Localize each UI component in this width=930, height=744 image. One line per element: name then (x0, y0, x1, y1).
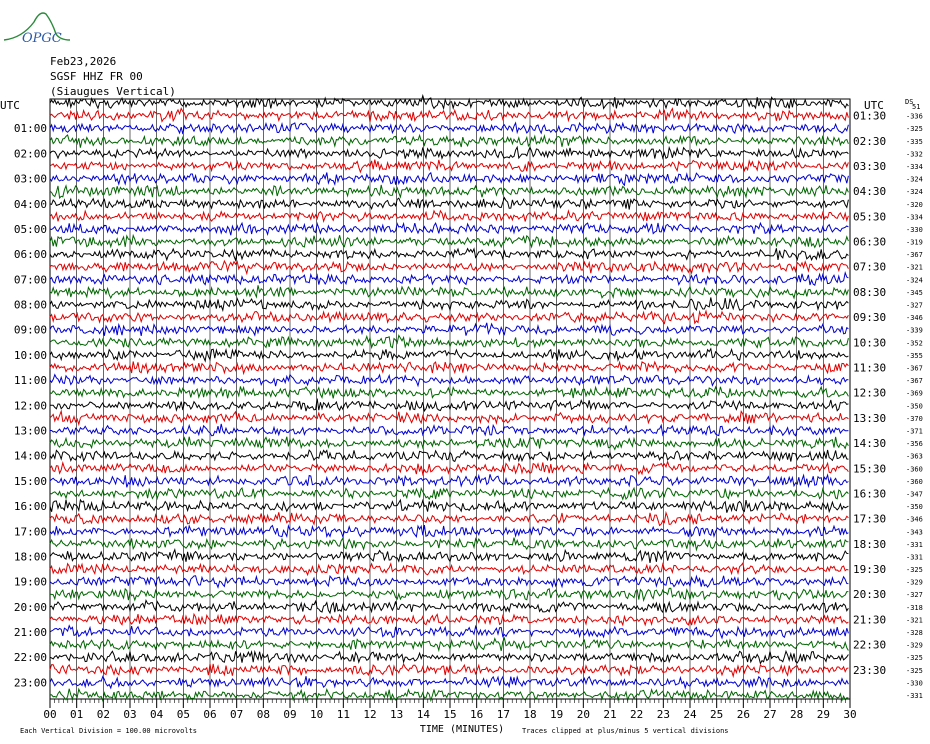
x-tick-label: 29 (816, 708, 830, 721)
seismic-trace (50, 550, 848, 563)
hour-label-right: 05:30 (853, 210, 887, 224)
ds-sublabel: 51 (912, 103, 921, 111)
hour-label-left: 23:00 (13, 676, 47, 690)
seismic-trace (50, 638, 848, 651)
seismic-trace (50, 424, 848, 436)
ds-value: -347 (906, 490, 923, 499)
ds-value: -335 (906, 137, 923, 146)
ds-value: -325 (906, 566, 923, 575)
ds-value: -334 (906, 162, 923, 171)
hour-label-right: 22:30 (853, 638, 887, 652)
x-tick-label: 20 (576, 708, 590, 721)
ds-value: -336 (906, 112, 923, 121)
x-tick-label: 18 (523, 708, 537, 721)
ds-value: -370 (906, 414, 923, 423)
x-tick-label: 24 (683, 708, 697, 721)
ds-value: -360 (906, 465, 923, 474)
ds-value: -345 (906, 288, 923, 297)
hour-label-right: 13:30 (853, 411, 887, 425)
x-tick-label: 30 (843, 708, 857, 721)
x-tick-label: 17 (496, 708, 510, 721)
hour-label-right: 21:30 (853, 613, 887, 627)
hour-label-right: 23:30 (853, 663, 887, 677)
seismic-trace (50, 437, 848, 450)
ds-value: -330 (906, 679, 923, 688)
ds-value: -325 (906, 666, 923, 675)
hour-label-right: 12:30 (853, 386, 887, 400)
ds-label: DS (905, 98, 914, 106)
ds-value: -346 (906, 314, 923, 323)
seismic-trace (50, 576, 848, 588)
hour-label-right: 04:30 (853, 185, 887, 199)
x-tick-label: 14 (416, 708, 430, 721)
seismic-trace (50, 538, 848, 550)
hour-label-right: 18:30 (853, 537, 887, 551)
hour-label-left: 05:00 (13, 222, 47, 236)
hour-label-left: 21:00 (13, 626, 47, 640)
hour-label-right: 08:30 (853, 285, 887, 299)
seismic-trace (50, 375, 848, 386)
hour-label-left: 16:00 (13, 500, 47, 514)
ds-value: -355 (906, 351, 923, 360)
seismic-trace (50, 261, 848, 273)
seismic-trace (50, 349, 848, 361)
hour-label-left: 15:00 (13, 474, 47, 488)
hour-label-right: 20:30 (853, 588, 887, 602)
x-tick-label: 28 (790, 708, 804, 721)
seismic-trace (50, 298, 848, 311)
ds-value: -327 (906, 591, 923, 600)
x-tick-label: 07 (230, 708, 244, 721)
ds-value: -325 (906, 654, 923, 663)
ds-value: -350 (906, 503, 923, 512)
x-tick-label: 22 (630, 708, 644, 721)
seismic-trace (50, 273, 848, 285)
ds-value: -367 (906, 251, 923, 260)
hour-label-right: 09:30 (853, 311, 887, 325)
hour-label-left: 04:00 (13, 197, 47, 211)
hour-label-left: 11:00 (13, 374, 47, 388)
location-label: (Siaugues Vertical) (50, 85, 176, 98)
x-tick-label: 00 (43, 708, 57, 721)
ds-value: -334 (906, 213, 923, 222)
seismic-trace (50, 311, 848, 323)
seismic-trace (50, 462, 848, 475)
seismic-trace (50, 160, 848, 172)
logo-text: OPGC (22, 31, 62, 46)
x-tick-label: 03 (123, 708, 137, 721)
seismic-trace (50, 600, 848, 613)
x-tick-label: 06 (203, 708, 217, 721)
ds-value: -331 (906, 553, 923, 562)
ds-value: -339 (906, 326, 923, 335)
ds-value: -320 (906, 200, 923, 209)
ds-value: -330 (906, 225, 923, 234)
x-axis-title: TIME (MINUTES) (419, 724, 505, 735)
seismic-trace (50, 248, 848, 260)
seismic-trace (50, 676, 848, 688)
ds-value: -369 (906, 389, 923, 398)
ds-value: -329 (906, 641, 923, 650)
seismic-trace (50, 474, 848, 487)
seismic-trace (50, 323, 848, 336)
hour-label-right: 16:30 (853, 487, 887, 501)
seismic-trace (50, 211, 848, 222)
hour-label-left: 17:00 (13, 525, 47, 539)
hour-label-left: 07:00 (13, 273, 47, 287)
x-tick-label: 13 (390, 708, 404, 721)
x-tick-label: 23 (656, 708, 670, 721)
x-tick-label: 11 (336, 708, 350, 721)
ds-value: -324 (906, 188, 923, 197)
hour-label-right: 03:30 (853, 159, 887, 173)
seismic-trace (50, 185, 848, 198)
seismic-trace (50, 285, 848, 298)
hour-label-right: 17:30 (853, 512, 887, 526)
ds-value: -324 (906, 175, 923, 184)
hour-label-left: 18:00 (13, 550, 47, 564)
hour-label-left: 22:00 (13, 651, 47, 665)
seismic-trace (50, 614, 848, 625)
x-tick-label: 26 (736, 708, 750, 721)
ds-value: -356 (906, 440, 923, 449)
seismic-trace (50, 525, 848, 537)
x-tick-label: 27 (763, 708, 777, 721)
x-tick-label: 15 (443, 708, 457, 721)
seismic-trace (50, 109, 848, 122)
seismic-trace (50, 235, 848, 247)
ds-value: -331 (906, 692, 923, 700)
ds-value: -321 (906, 263, 923, 272)
seismic-trace (50, 664, 848, 676)
ds-value: -328 (906, 629, 923, 638)
seismic-trace (50, 223, 848, 235)
ds-value: -324 (906, 276, 923, 285)
hour-label-left: 19:00 (13, 575, 47, 589)
ds-value: -329 (906, 578, 923, 587)
ds-value: -319 (906, 238, 923, 247)
ds-value: -325 (906, 125, 923, 134)
seismic-trace (50, 198, 848, 210)
x-tick-label: 08 (256, 708, 270, 721)
ds-value: -343 (906, 528, 923, 537)
hour-label-left: 12:00 (13, 399, 47, 413)
seismic-trace (50, 563, 848, 575)
ds-value: -367 (906, 364, 923, 373)
seismic-trace (50, 123, 848, 134)
x-tick-label: 10 (310, 708, 324, 721)
date-label: Feb23,2026 (50, 55, 117, 68)
footer-note-right: Traces clipped at plus/minus 5 vertical divisions (522, 727, 729, 735)
seismic-trace (50, 335, 848, 347)
seismic-trace (50, 173, 848, 186)
ds-value: -363 (906, 452, 923, 461)
x-tick-label: 25 (710, 708, 724, 721)
seismic-trace (50, 399, 848, 412)
x-tick-label: 01 (70, 708, 84, 721)
hour-label-right: 14:30 (853, 437, 887, 451)
x-tick-label: 04 (150, 708, 164, 721)
hour-label-right: 19:30 (853, 563, 887, 577)
ds-value: -327 (906, 301, 923, 310)
seismic-trace (50, 588, 848, 600)
left-axis-label: UTC (0, 99, 20, 112)
seismic-trace (50, 386, 848, 398)
hour-label-left: 10:00 (13, 348, 47, 362)
seismic-trace (50, 651, 848, 663)
ds-value: -350 (906, 402, 923, 411)
seismic-trace (50, 96, 848, 109)
ds-value: -318 (906, 603, 923, 612)
x-tick-label: 16 (470, 708, 484, 721)
seismic-trace (50, 362, 848, 374)
seismic-trace (50, 411, 848, 424)
hour-label-left: 01:00 (13, 122, 47, 136)
hour-label-right: 10:30 (853, 336, 887, 350)
x-tick-label: 12 (363, 708, 377, 721)
ds-value: -332 (906, 150, 923, 159)
hour-label-right: 11:30 (853, 361, 887, 375)
hour-label-left: 02:00 (13, 147, 47, 161)
seismic-trace (50, 450, 848, 462)
hour-label-right: 07:30 (853, 260, 887, 274)
x-tick-label: 02 (96, 708, 110, 721)
x-tick-label: 05 (176, 708, 190, 721)
hour-label-right: 02:30 (853, 134, 887, 148)
seismic-trace (50, 488, 848, 499)
seismic-trace (50, 500, 848, 513)
ds-value: -360 (906, 477, 923, 486)
seismic-trace (50, 135, 848, 148)
hour-label-right: 06:30 (853, 235, 887, 249)
seismic-trace (50, 147, 848, 158)
hour-label-right: 15:30 (853, 462, 887, 476)
station-label: SGSF HHZ FR 00 (50, 70, 143, 83)
right-axis-label: UTC (864, 99, 884, 112)
footer-note-left: Each Vertical Division = 100.00 microvolts (20, 727, 198, 735)
seismic-trace (50, 626, 848, 638)
ds-value: -346 (906, 515, 923, 524)
ds-value: -352 (906, 339, 923, 348)
seismic-trace (50, 512, 848, 525)
ds-value: -367 (906, 377, 923, 386)
hour-label-left: 03:00 (13, 172, 47, 186)
hour-label-left: 09:00 (13, 323, 47, 337)
ds-value: -321 (906, 616, 923, 625)
hour-label-left: 06:00 (13, 248, 47, 262)
x-tick-label: 09 (283, 708, 297, 721)
x-tick-label: 19 (550, 708, 564, 721)
hour-label-left: 14:00 (13, 449, 47, 463)
hour-label-left: 20:00 (13, 600, 47, 614)
hour-label-right: 01:30 (853, 109, 887, 123)
hour-label-left: 13:00 (13, 424, 47, 438)
ds-value: -331 (906, 540, 923, 549)
ds-value: -371 (906, 427, 923, 436)
x-tick-label: 21 (603, 708, 617, 721)
hour-label-left: 08:00 (13, 298, 47, 312)
